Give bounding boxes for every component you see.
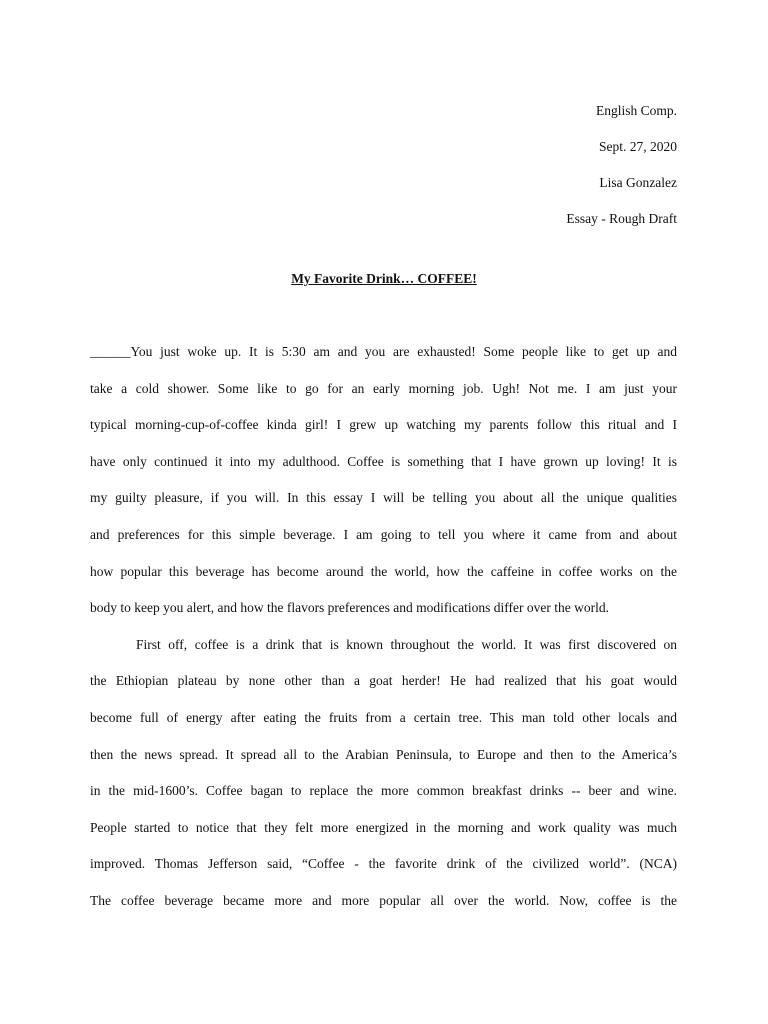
paragraph-1-line-text: You just woke up. It is 5:30 am and you are exhausted! Some people like to get up and — [130, 344, 677, 359]
paragraph-2-line: in the mid-1600’s. Coffee bagan to replace the more common breakfast drinks -- beer and wine. — [90, 783, 677, 799]
paragraph-1-line: body to keep you alert, and how the flavors preferences and modifications differ over the world. — [90, 600, 609, 616]
paragraph-indent-blank: ______ — [90, 344, 131, 359]
paragraph-2-line: the Ethiopian plateau by none other than a goat herder! He had realized that his goat would — [90, 673, 677, 689]
paragraph-1-line: have only continued it into my adulthood. Coffee is something that I have grown up loving! It is — [90, 453, 677, 469]
paragraph-2-line: then the news spread. It spread all to the Arabian Peninsula, to Europe and then to the America’s — [90, 746, 677, 762]
assignment-label: Essay - Rough Draft — [566, 211, 677, 226]
course-name: English Comp. — [595, 103, 677, 118]
paragraph-1-line: take a cold shower. Some like to go for an early morning job. Ugh! Not me. I am just your — [90, 380, 677, 396]
paragraph-2-line: People started to notice that they felt more energized in the morning and work quality was much — [90, 819, 677, 835]
paragraph-1-line: my guilty pleasure, if you will. In this essay I will be telling you about all the unique qualities — [90, 490, 677, 506]
paragraph-2-line: First off, coffee is a drink that is known throughout the world. It was first discovered on — [136, 636, 677, 652]
paragraph-2-line: The coffee beverage became more and more popular all over the world. Now, coffee is the — [90, 892, 677, 908]
author-name: Lisa Gonzalez — [599, 175, 677, 190]
header-block — [566, 93, 677, 237]
essay-body — [90, 342, 677, 928]
paragraph-1-line: typical morning-cup-of-coffee kinda girl! I grew up watching my parents follow this ritual and I — [90, 417, 677, 433]
essay-title: My Favorite Drink… COFFEE! — [291, 271, 477, 286]
paragraph-2-line: become full of energy after eating the fruits from a certain tree. This man told other locals and — [90, 709, 677, 725]
paragraph-2-line: improved. Thomas Jefferson said, “Coffee - the favorite drink of the civilized world”. (NCA) — [90, 856, 677, 872]
paragraph-1-line: and preferences for this simple beverage. I am going to tell you where it came from and about — [90, 526, 677, 542]
essay-date: Sept. 27, 2020 — [598, 139, 677, 154]
paragraph-1-line: how popular this beverage has become around the world, how the caffeine in coffee works on the — [90, 563, 677, 579]
paragraph-1-line — [90, 342, 677, 379]
